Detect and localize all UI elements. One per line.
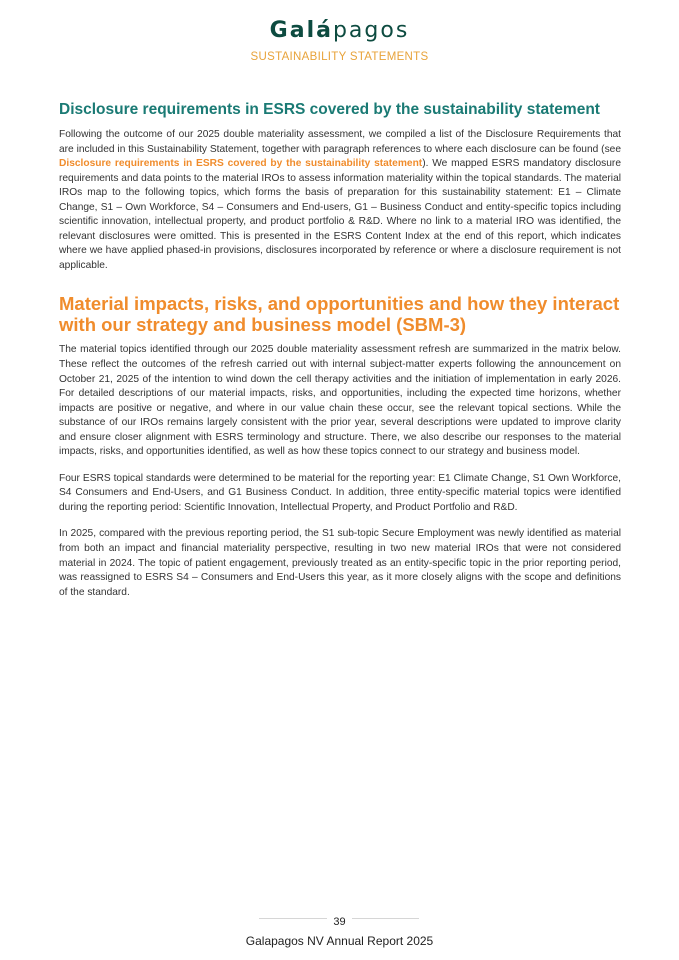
page-footer bbox=[0, 912, 679, 948]
logo-text-light: pagos bbox=[332, 18, 410, 43]
page-header bbox=[0, 18, 679, 63]
paragraph-material-topics: The material topics identified through our 2025 double materiality assessment refresh are summarized in the matrix below. These reflect the outcomes of the refresh carried out with internal subject‑matter experts following the announcement on October 21, 2025 of the intention to wind down the cell therapy activities and the initiation of implementation in early 2026. For detailed descriptions of our material impacts, risks, and opportunities, including the expected time horizons, whether impacts are positive or negative, and where in our value chain these occur, see the relevant topical sections. While the substance of our IROs remains largely consistent with the prior year, several descriptions were updated to improve clarity and ensure closer alignment with ESRS terminology and structure. There, we also describe our responses to the material impacts, risks, and opportunities identified, as well as how these topics connect to our strategy and business model. bbox=[59, 344, 621, 458]
section-heading-sbm3: Material impacts, risks, and opportunities and how they interact with our strategy and business model (SBM-3) bbox=[59, 293, 620, 336]
section-heading-disclosure-requirements: Disclosure requirements in ESRS covered by the sustainability statement bbox=[59, 101, 600, 118]
disclosure-requirements-link[interactable]: Disclosure requirements in ESRS covered by the sustainability statement bbox=[59, 158, 423, 170]
section-label: SUSTAINABILITY STATEMENTS bbox=[250, 51, 429, 63]
paragraph-text: ). We mapped ESRS mandatory disclosure requirements and data points to the material IROs to assess information materiality within the topical standards. The material IROs map to the following topics, which forms the basis of preparation for this sustainability statement: E1 – Climate Change, S1 – Own Workforce, S4 – Consumers and End-users, G1 – Business Conduct and entity-specific topics including scientific innovation, intellectual property, and product portfolio & R&D. Where no link to a material IRO was identified, the relevant disclosures were omitted. This is presented in the ESRS Content Index at the end of this report, which indicates where we have applied phased-in provisions, disclosures incorporated by reference or where a disclosure requirement is not applicable. bbox=[59, 158, 621, 271]
report-title: Galapagos NV Annual Report 2025 bbox=[245, 934, 434, 948]
logo-text-bold: Galá bbox=[269, 18, 333, 43]
paragraph-disclosure-requirements bbox=[59, 128, 621, 273]
main-content bbox=[59, 100, 621, 612]
paragraph-2025-changes: In 2025, compared with the previous reporting period, the S1 sub‑topic Secure Employment was newly identified as material from both an impact and financial materiality perspective, resulting in two new material IROs that were not considered material in 2024. The topic of patient engagement, previously treated as an entity‑specific topic in the prior reporting period, was reassigned to ESRS S4 – Consumers and End‑Users this year, as it more closely aligns with the scope and definitions of the standard. bbox=[59, 528, 621, 598]
paragraph-topical-standards: Four ESRS topical standards were determined to be material for the reporting year: E1 Climate Change, S1 Own Workforce, S4 Consumers and End‑Users, and G1 Business Conduct. In addition, three entity‑specific material topics were identified during the reporting period: Scientific Innovation, Intellectual Property, and Product Portfolio and R&D. bbox=[59, 472, 621, 513]
page-number: 39 bbox=[327, 916, 351, 929]
paragraph-text: Following the outcome of our 2025 double materiality assessment, we compiled a list of the Disclosure Requirements that are included in this Sustainability Statement, together with paragraph references to where each disclosure can be found (see bbox=[59, 129, 621, 155]
galapagos-logo bbox=[0, 18, 679, 44]
